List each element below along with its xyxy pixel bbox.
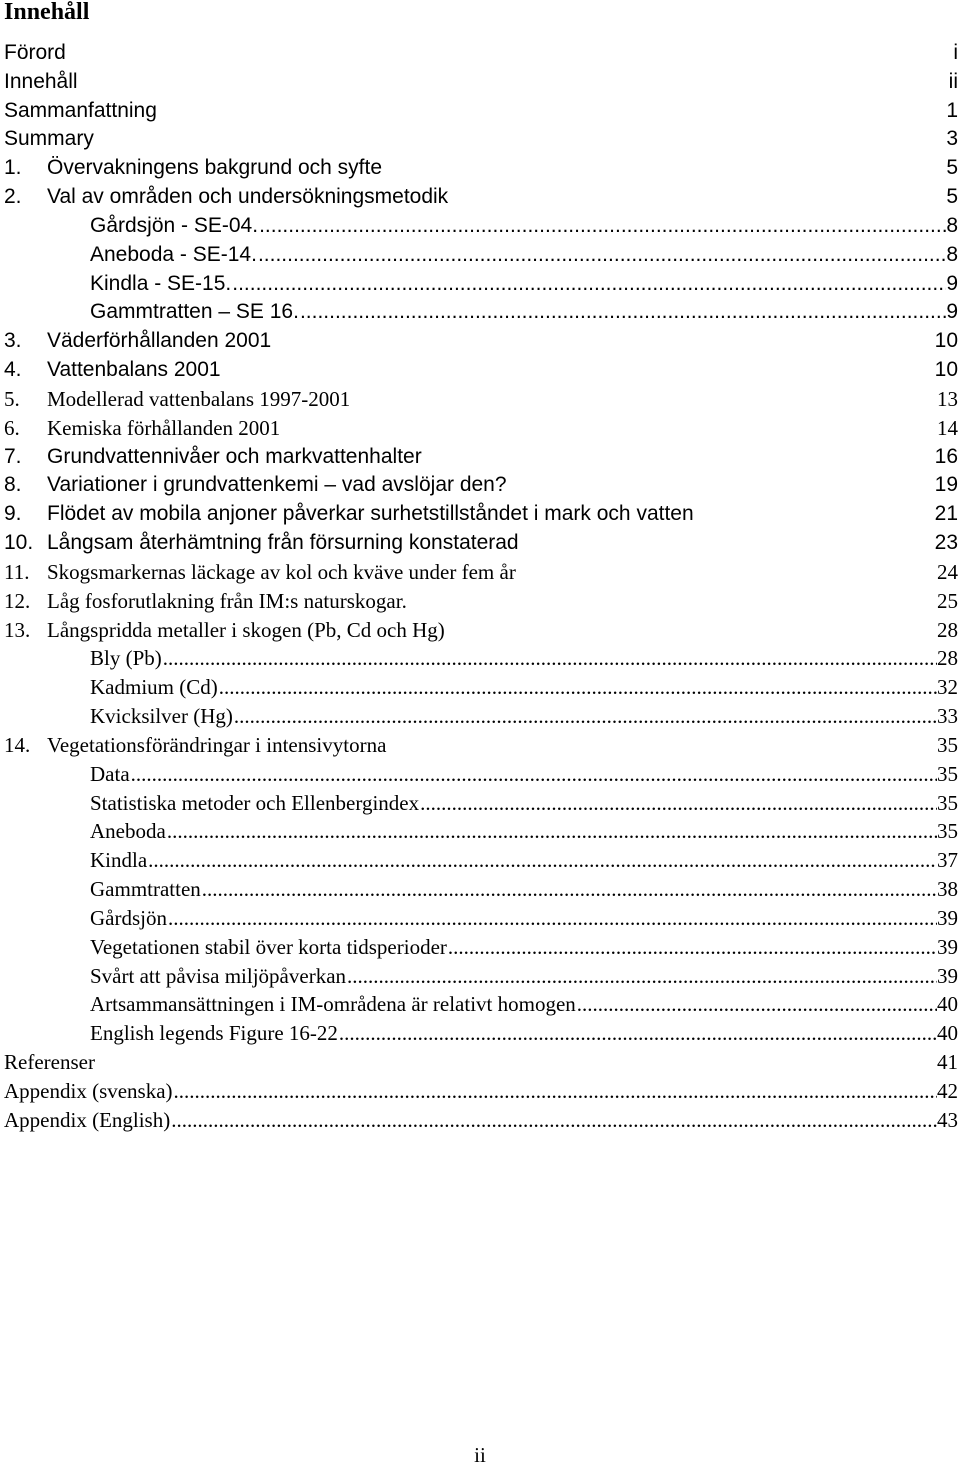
toc-entry-number: 2. (4, 185, 22, 209)
toc-entry-title: Appendix (English) (4, 1107, 171, 1132)
toc-entry[interactable] (4, 789, 958, 818)
toc-entry-page: 41 (937, 1049, 958, 1074)
toc-entry-page: 13 (937, 386, 958, 411)
toc-entry-title: Kvicksilver (Hg) (90, 704, 233, 729)
toc-entry-title: Väderförhållanden 2001 (47, 329, 272, 353)
toc-entry-page: 23 (934, 531, 958, 555)
toc-entry[interactable] (4, 39, 958, 68)
toc-entry-title: Skogsmarkernas läckage av kol och kväve under fem år (47, 559, 516, 584)
toc-entry-title: Aneboda - SE-14. (90, 242, 257, 266)
toc-entry-page: 9 (946, 271, 958, 295)
toc-entry[interactable] (4, 1048, 958, 1077)
toc-entry-page: 35 (937, 732, 958, 757)
toc-entry-page: 19 (934, 473, 958, 497)
toc-entry[interactable] (4, 125, 958, 154)
toc-entry-title: Gammtratten (90, 877, 201, 902)
toc-entry-number: 8. (4, 473, 22, 497)
toc-entry-number: 9. (4, 502, 22, 526)
toc-entry-number: 12. (4, 588, 31, 613)
toc-dot-leader (257, 241, 946, 269)
toc-entry[interactable] (4, 183, 958, 212)
toc-entry-page: 43 (937, 1107, 958, 1132)
toc-entry[interactable] (4, 616, 958, 645)
toc-entry-page: 14 (937, 415, 958, 440)
toc-entry[interactable] (4, 587, 958, 616)
toc-dot-leader (299, 298, 946, 326)
toc-entry[interactable] (4, 1106, 958, 1135)
toc-dot-leader (166, 817, 937, 845)
toc-entry-number: 11. (4, 559, 30, 584)
toc-entry-page: 10 (934, 329, 958, 353)
toc-entry-title: Kadmium (Cd) (90, 675, 218, 700)
toc-entry-number: 14. (4, 732, 31, 757)
toc-entry[interactable] (4, 904, 958, 933)
toc-dot-leader (162, 644, 937, 672)
toc-entry-page: 39 (937, 963, 958, 988)
toc-entry-page: 25 (937, 588, 958, 613)
toc-entry-title: Kindla (90, 848, 148, 873)
table-of-contents (4, 39, 958, 1134)
toc-entry-title: Modellerad vattenbalans 1997-2001 (47, 386, 351, 411)
toc-entry[interactable] (4, 298, 958, 327)
toc-entry-title: Data (90, 761, 130, 786)
toc-dot-leader (170, 1106, 937, 1134)
toc-entry-number: 1. (4, 156, 22, 180)
toc-dot-leader (231, 270, 946, 298)
toc-entry-page: 40 (937, 1021, 958, 1046)
toc-entry[interactable] (4, 933, 958, 962)
toc-entry-title: Långspridda metaller i skogen (Pb, Cd och Hg) (47, 617, 445, 642)
toc-entry-title: Flödet av mobila anjoner påverkar surhetstillståndet i mark och vatten (47, 502, 694, 526)
toc-entry-title: Referenser (4, 1049, 95, 1074)
toc-entry[interactable] (4, 1019, 958, 1048)
toc-entry-title: Variationer i grundvattenkemi – vad avslöjar den? (47, 473, 507, 497)
toc-entry-page: i (953, 41, 958, 64)
toc-entry-title: Sammanfattning (4, 98, 157, 122)
toc-entry-page: 3 (946, 127, 958, 151)
toc-entry-title: Gammtratten – SE 16. (90, 300, 299, 324)
toc-entry[interactable] (4, 846, 958, 875)
toc-entry-page: 21 (934, 502, 958, 526)
toc-entry[interactable] (4, 471, 958, 500)
toc-entry-title: Innehåll (4, 69, 78, 93)
toc-entry[interactable] (4, 241, 958, 270)
toc-entry-title: Appendix (svenska) (4, 1078, 173, 1103)
toc-entry-title: Gårdsjön - SE-04. (90, 213, 259, 237)
toc-entry-number: 6. (4, 415, 20, 440)
toc-entry-title: Låg fosforutlakning från IM:s naturskogar. (47, 588, 407, 613)
toc-dot-leader (447, 933, 937, 961)
toc-entry-page: 24 (937, 559, 958, 584)
toc-entry-number: 4. (4, 358, 22, 382)
toc-entry-page: 8 (946, 213, 958, 237)
toc-dot-leader (201, 875, 937, 903)
toc-entry-page: 35 (937, 761, 958, 786)
toc-entry-page: 37 (937, 848, 958, 873)
toc-entry-page: 40 (937, 992, 958, 1017)
toc-entry-page: 5 (946, 156, 958, 180)
page-number: ii (474, 1443, 486, 1467)
toc-entry-title: Kemiska förhållanden 2001 (47, 415, 281, 440)
toc-entry[interactable] (4, 817, 958, 846)
toc-entry[interactable] (4, 962, 958, 991)
toc-entry-page: 9 (946, 300, 958, 324)
toc-entry-number: 5. (4, 386, 20, 411)
toc-dot-leader (147, 846, 937, 874)
toc-dot-leader (173, 1077, 937, 1105)
toc-entry-page: 42 (937, 1078, 958, 1103)
toc-entry[interactable] (4, 644, 958, 673)
toc-entry-title: Summary (4, 127, 94, 151)
toc-dot-leader (258, 212, 946, 240)
toc-entry-page: 35 (937, 819, 958, 844)
toc-dot-leader (130, 760, 937, 788)
toc-entry-title: Vegetationen stabil över korta tidsperioder (90, 934, 447, 959)
toc-dot-leader (576, 990, 937, 1018)
toc-entry[interactable] (4, 97, 958, 126)
toc-entry-page: 10 (934, 358, 958, 382)
toc-entry-title: Långsam återhämtning från försurning konstaterad (47, 531, 519, 555)
toc-entry-title: Val av områden och undersökningsmetodik (47, 185, 449, 209)
toc-entry[interactable] (4, 270, 958, 299)
toc-entry[interactable] (4, 529, 958, 558)
toc-dot-leader (346, 962, 937, 990)
toc-entry-title: Vattenbalans 2001 (47, 358, 221, 382)
toc-entry-page: 33 (937, 704, 958, 729)
toc-entry-page: 8 (946, 242, 958, 266)
toc-entry[interactable] (4, 558, 958, 587)
toc-entry-title: Bly (Pb) (90, 646, 162, 671)
toc-entry-number: 7. (4, 444, 22, 468)
toc-entry-title: Övervakningens bakgrund och syfte (47, 156, 383, 180)
toc-entry[interactable] (4, 327, 958, 356)
toc-entry[interactable] (4, 1077, 958, 1106)
toc-entry[interactable] (4, 875, 958, 904)
toc-dot-leader (338, 1019, 937, 1047)
toc-entry[interactable] (4, 990, 958, 1019)
toc-entry-title: Gårdsjön (90, 905, 167, 930)
toc-entry-page: 1 (946, 98, 958, 122)
toc-entry-page: 28 (937, 617, 958, 642)
page-heading: Innehåll (4, 0, 90, 25)
toc-entry[interactable] (4, 356, 958, 385)
toc-dot-leader (218, 673, 937, 701)
toc-entry-page: 38 (937, 877, 958, 902)
toc-entry-title: Förord (4, 41, 66, 64)
toc-entry-title: Kindla - SE-15. (90, 271, 232, 295)
toc-entry-page: 32 (937, 675, 958, 700)
toc-entry-title: Vegetationsförändringar i intensivytorna (47, 732, 387, 757)
toc-entry[interactable] (4, 212, 958, 241)
toc-entry[interactable] (4, 500, 958, 529)
toc-entry-page: 39 (937, 905, 958, 930)
toc-dot-leader (419, 789, 937, 817)
toc-entry-title: Aneboda (90, 819, 166, 844)
toc-entry-number: 10. (4, 531, 34, 555)
toc-entry-number: 3. (4, 329, 22, 353)
toc-entry[interactable] (4, 443, 958, 472)
toc-entry-page: 16 (934, 444, 958, 468)
toc-entry-title: Artsammansättningen i IM-områdena är relativt homogen (90, 992, 576, 1017)
toc-entry-page: 35 (937, 790, 958, 815)
toc-entry[interactable] (4, 414, 958, 443)
toc-entry-title: Statistiska metoder och Ellenbergindex (90, 790, 420, 815)
toc-entry[interactable] (4, 385, 958, 414)
toc-entry-page: ii (948, 69, 958, 93)
toc-entry-title: Svårt att påvisa miljöpåverkan (90, 963, 347, 988)
toc-entry[interactable] (4, 702, 958, 731)
toc-entry-title: English legends Figure 16-22 (90, 1021, 338, 1046)
toc-dot-leader (233, 702, 937, 730)
toc-entry-page: 39 (937, 934, 958, 959)
toc-entry-number: 13. (4, 617, 31, 642)
toc-entry-page: 28 (937, 646, 958, 671)
toc-entry[interactable] (4, 68, 958, 97)
toc-entry[interactable] (4, 731, 958, 760)
toc-entry[interactable] (4, 673, 958, 702)
toc-dot-leader (167, 904, 937, 932)
toc-entry-title: Grundvattennivåer och markvattenhalter (47, 444, 422, 468)
toc-entry-page: 5 (946, 185, 958, 209)
toc-entry[interactable] (4, 154, 958, 183)
toc-entry[interactable] (4, 760, 958, 789)
